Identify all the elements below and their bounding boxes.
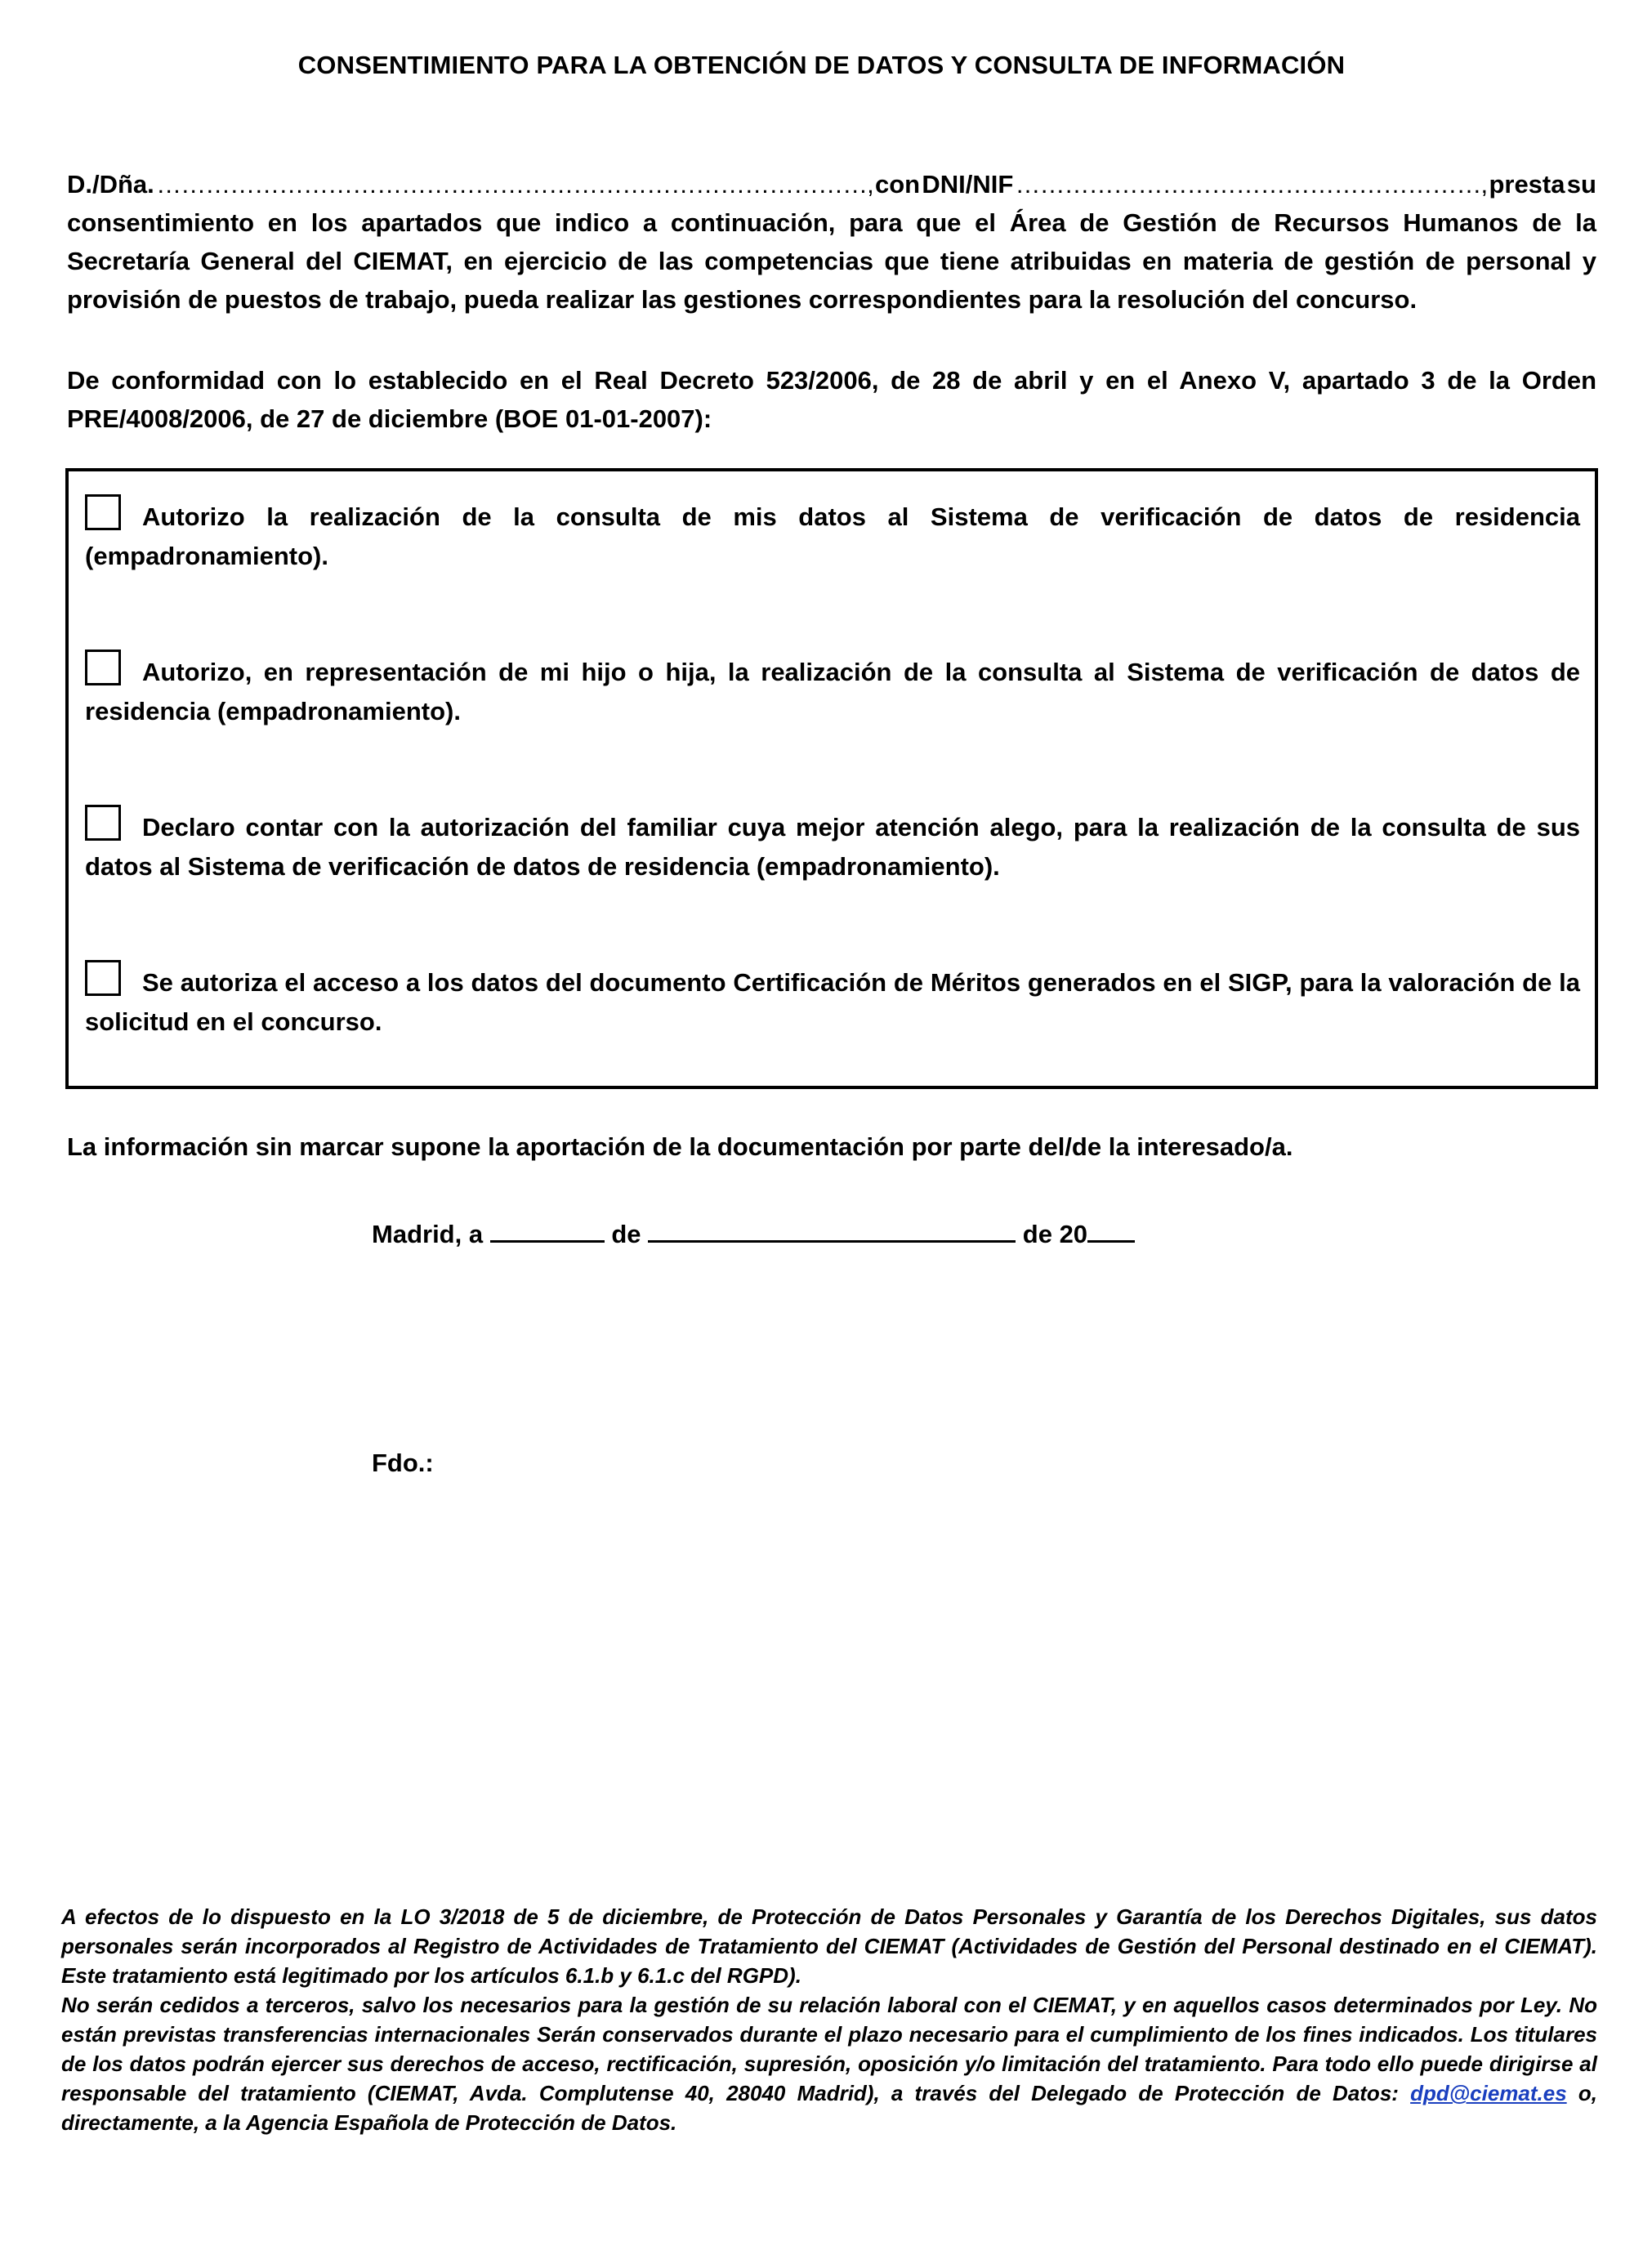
consent-option-4	[85, 960, 1580, 1042]
privacy-paragraph-1: A efectos de lo dispuesto en la LO 3/2018 de 5 de diciembre, de Protección de Datos Personales y Garantía de los Derechos Digitales, sus datos personales serán incorporados al Registro de Actividades de Tratamiento del CIEMAT (Actividades de Gestión del Personal destinado en el CIEMAT). Este tratamiento está legitimado por los artículos 6.1.b y 6.1.c del RGPD).	[61, 1904, 1597, 1988]
consent-checkbox-3[interactable]	[85, 805, 121, 841]
su-word: su	[1566, 170, 1596, 199]
intro-body: consentimiento en los apartados que indico a continuación, para que el Área de Gestión de Recursos Humanos de la Secretaría General del CIEMAT, en ejercicio de las competencias que tiene atribuidas en materia de gestión de personal y provisión de puestos de trabajo, pueda realizar las gestiones correspondientes para la resolución del concurso.	[67, 208, 1596, 314]
dni-connector: con	[874, 170, 921, 199]
dni-field[interactable]: …………………………………………………,	[1015, 170, 1488, 199]
presta-word: presta	[1489, 170, 1565, 199]
date-de-2: de 20	[1022, 1220, 1088, 1248]
signature-label: Fdo.:	[372, 1449, 434, 1477]
legal-basis: De conformidad con lo establecido en el Real Decreto 523/2006, de 28 de abril y en el Anexo V, apartado 3 de la Orden PRE/4008/2006, de 27 de diciembre (BOE 01-01-2007):	[67, 366, 1596, 433]
consent-option-3-label: Declaro contar con la autorización del familiar cuya mejor atención alego, para la realización de la consulta de sus datos al Sistema de verificación de datos de residencia (empadronamiento).	[85, 813, 1580, 881]
privacy-paragraph-2	[61, 1990, 1597, 2137]
intro-first-line	[67, 165, 1596, 203]
privacy-paragraph-2-text: No serán cedidos a terceros, salvo los necesarios para la gestión de su relación laboral con el CIEMAT, y en aquellos casos determinados por Ley. No están previstas transferencias internacionales Serán conservados durante el plazo necesario para el cumplimiento de los fines indicados. Los titulares de los datos podrán ejercer sus derechos de acceso, rectificación, supresión, oposición y/o limitación del tratamiento. Para todo ello puede dirigirse al responsable del tratamiento (CIEMAT, Avda. Complutense 40, 28040 Madrid), a través del Delegado de Protección de Datos:	[61, 1993, 1597, 2105]
consent-options-box	[65, 468, 1598, 1089]
unmarked-note: La información sin marcar supone la aportación de la documentación por parte del/de la interesado/a.	[67, 1132, 1293, 1161]
name-field[interactable]: ……………………………………………………………………………,	[156, 170, 873, 199]
month-field[interactable]	[648, 1216, 1016, 1243]
name-label: D./Dña.	[67, 170, 154, 199]
dpd-email-link[interactable]: dpd@ciemat.es	[1410, 2081, 1567, 2105]
consent-option-2	[85, 650, 1580, 731]
date-city: Madrid, a	[372, 1220, 484, 1248]
intro-paragraph	[67, 165, 1596, 319]
privacy-notice	[61, 1902, 1597, 2137]
year-field[interactable]	[1087, 1216, 1135, 1243]
consent-checkbox-1[interactable]	[85, 494, 121, 530]
consent-option-1	[85, 494, 1580, 576]
consent-checkbox-4[interactable]	[85, 960, 121, 996]
consent-option-2-label: Autorizo, en representación de mi hijo o hija, la realización de la consulta al Sistema de verificación de datos de residencia (empadronamiento).	[85, 658, 1580, 725]
dni-label: DNI/NIF	[922, 170, 1014, 199]
privacy-paragraph-2-end: o, directamente, a la Agencia Española de Protección de Datos.	[61, 2081, 1597, 2135]
consent-option-1-label: Autorizo la realización de la consulta de mis datos al Sistema de verificación de datos de residencia (empadronamiento).	[85, 502, 1580, 570]
date-line	[372, 1216, 1135, 1249]
consent-option-3	[85, 805, 1580, 886]
date-de-1: de	[611, 1220, 641, 1248]
document-title: CONSENTIMIENTO PARA LA OBTENCIÓN DE DATOS Y CONSULTA DE INFORMACIÓN	[297, 51, 1346, 79]
day-field[interactable]	[490, 1216, 605, 1243]
consent-checkbox-2[interactable]	[85, 650, 121, 685]
consent-option-4-label: Se autoriza el acceso a los datos del documento Certificación de Méritos generados en el SIGP, para la valoración de la solicitud en el concurso.	[85, 968, 1580, 1036]
